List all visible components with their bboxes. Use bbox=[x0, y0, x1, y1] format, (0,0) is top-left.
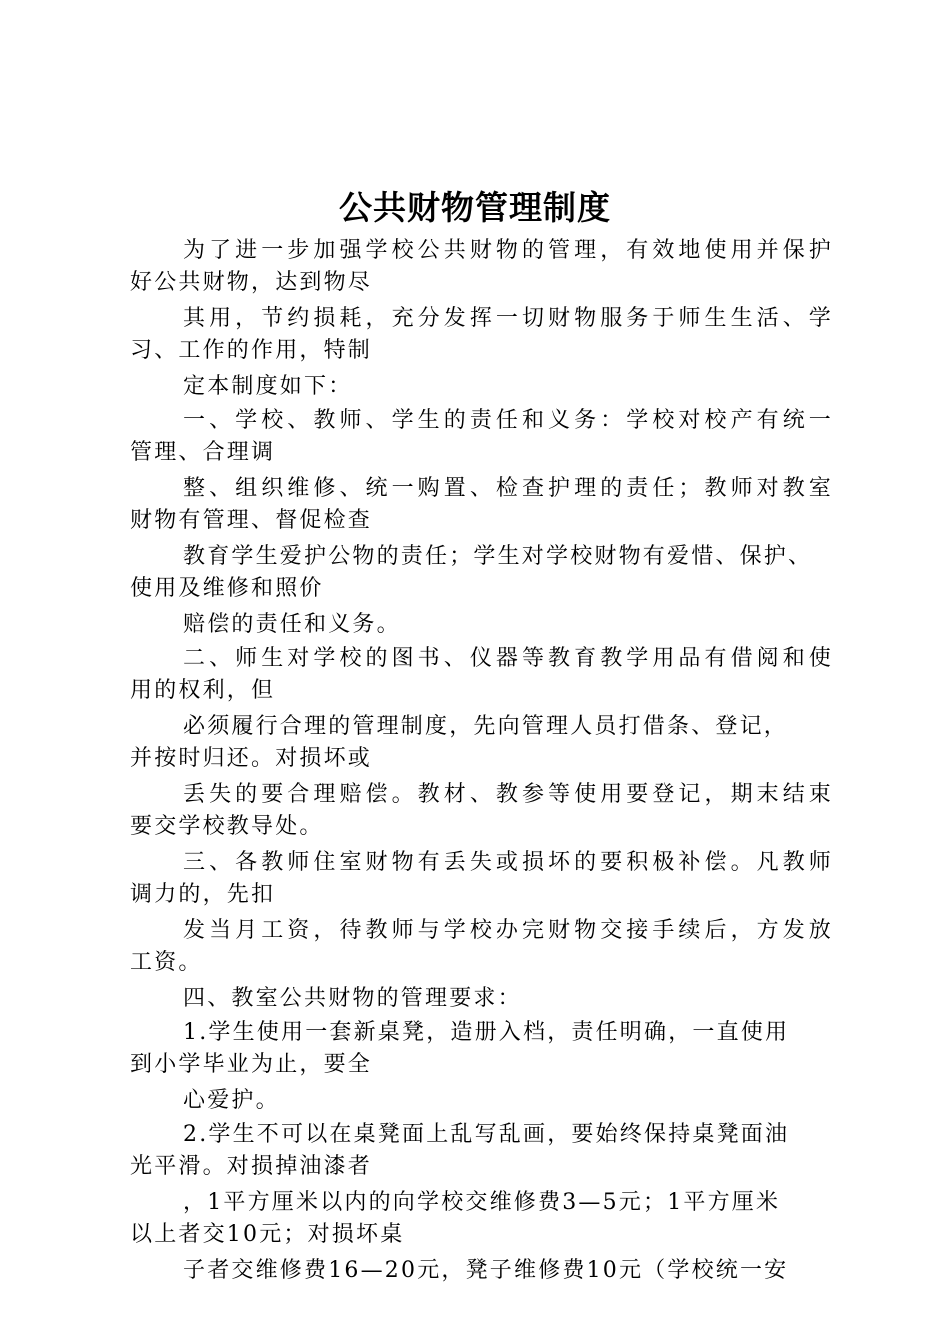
paragraph-line: 要交学校教导处。 bbox=[130, 814, 324, 839]
paragraph-line: 财物有管理、督促检查 bbox=[130, 508, 373, 533]
paragraph bbox=[0, 1014, 950, 1082]
paragraph-line: 定本制度如下： bbox=[183, 374, 353, 399]
paragraph-line: 教育学生爱护公物的责任；学生对学校财物有爱惜、保护、 bbox=[183, 544, 813, 569]
paragraph bbox=[0, 1082, 950, 1116]
paragraph-line: 必须履行合理的管理制度，先向管理人员打借条、登记， bbox=[183, 714, 789, 739]
paragraph-line: 调力的，先扣 bbox=[130, 882, 276, 907]
paragraph bbox=[0, 538, 950, 606]
paragraph-line: 用的权利，但 bbox=[130, 678, 276, 703]
paragraph-line: 光平滑。对损掉油漆者 bbox=[130, 1154, 373, 1179]
paragraph bbox=[0, 470, 950, 538]
paragraph-line: 丢失的要合理赔偿。教材、教参等使用要登记，期末结束 bbox=[183, 782, 833, 807]
paragraph bbox=[0, 912, 950, 980]
paragraph bbox=[0, 606, 950, 640]
paragraph bbox=[0, 1116, 950, 1184]
paragraph-line: 心爱护。 bbox=[183, 1088, 280, 1113]
paragraph bbox=[0, 980, 950, 1014]
paragraph-line: 其用，节约损耗，充分发挥一切财物服务于师生生活、学 bbox=[183, 306, 833, 331]
paragraph-line: 发当月工资，待教师与学校办完财物交接手续后，方发放 bbox=[183, 918, 833, 943]
paragraph-line: 到小学毕业为止，要全 bbox=[130, 1052, 373, 1077]
paragraph-line: 好公共财物，达到物尽 bbox=[130, 270, 373, 295]
paragraph-line: 整、组织维修、统一购置、检查护理的责任；教师对教室 bbox=[183, 476, 833, 501]
paragraph-line: 使用及维修和照价 bbox=[130, 576, 324, 601]
paragraph bbox=[0, 368, 950, 402]
paragraph bbox=[0, 776, 950, 844]
paragraph-line: 一、学校、教师、学生的责任和义务：学校对校产有统一 bbox=[183, 408, 833, 433]
paragraph bbox=[0, 1184, 950, 1252]
paragraph-line: ，1平方厘米以内的向学校交维修费3—5元；1平方厘米 bbox=[183, 1190, 781, 1215]
paragraph-line: 1.学生使用一套新桌凳，造册入档，责任明确，一直使用 bbox=[183, 1020, 790, 1045]
paragraph-line: 赔偿的责任和义务。 bbox=[183, 612, 401, 637]
paragraph bbox=[0, 402, 950, 470]
paragraph bbox=[0, 708, 950, 776]
document-title: 公共财物管理制度 bbox=[339, 188, 611, 227]
paragraph bbox=[0, 232, 950, 300]
paragraph-line: 管理、合理调 bbox=[130, 440, 276, 465]
paragraph-line: 三、各教师住室财物有丢失或损坏的要积极补偿。凡教师 bbox=[183, 850, 833, 875]
paragraph bbox=[0, 300, 950, 368]
paragraph-line: 工资。 bbox=[130, 950, 203, 975]
paragraph-line: 习、工作的作用，特制 bbox=[130, 338, 373, 363]
paragraph-line: 二、师生对学校的图书、仪器等教育教学用品有借阅和使 bbox=[183, 646, 833, 671]
paragraph-line: 以上者交10元；对损坏桌 bbox=[130, 1222, 405, 1247]
document-body bbox=[0, 232, 950, 1286]
paragraph bbox=[0, 640, 950, 708]
paragraph bbox=[0, 1252, 950, 1286]
paragraph-line: 四、教室公共财物的管理要求： bbox=[183, 986, 522, 1011]
paragraph-line: 为了进一步加强学校公共财物的管理，有效地使用并保护 bbox=[183, 238, 833, 263]
paragraph-line: 2.学生不可以在桌凳面上乱写乱画，要始终保持桌凳面油 bbox=[183, 1122, 790, 1147]
paragraph bbox=[0, 844, 950, 912]
paragraph-line: 并按时归还。对损坏或 bbox=[130, 746, 373, 771]
paragraph-line: 子者交维修费16—20元，凳子维修费10元（学校统一安 bbox=[183, 1258, 789, 1283]
